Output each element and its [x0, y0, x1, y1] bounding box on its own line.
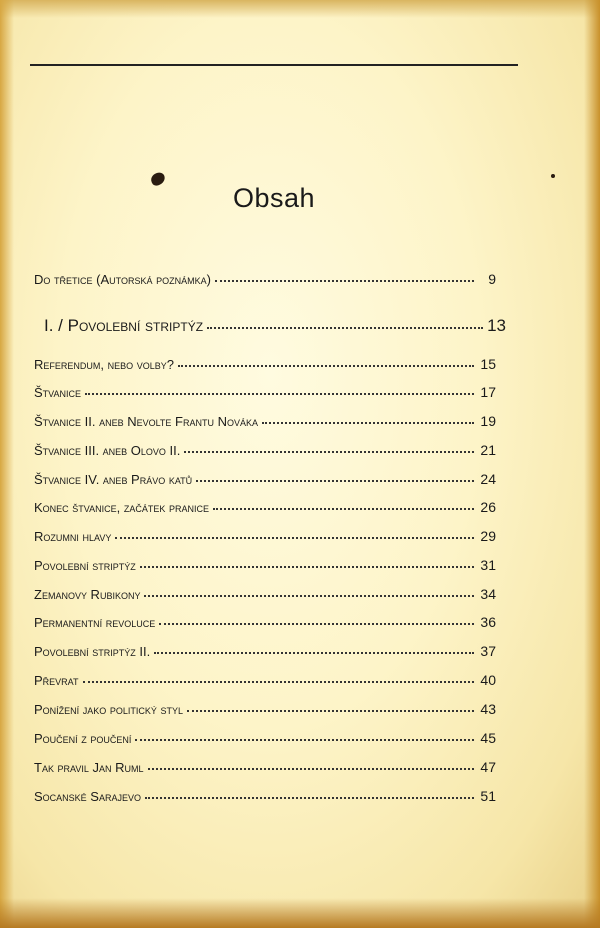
toc-entry-page: 43 — [480, 701, 496, 717]
toc-entry[interactable] — [34, 413, 496, 429]
toc-entry-page: 29 — [480, 528, 496, 544]
toc-entry-label: Povolební striptýz II. — [34, 644, 151, 659]
toc-entry-page: 21 — [480, 442, 496, 458]
dot-leader — [215, 279, 474, 282]
toc-entry-label: Štvanice III. aneb Olovo II. — [34, 443, 181, 458]
toc-entry-page: 26 — [480, 499, 496, 515]
toc-entry-page: 31 — [480, 557, 496, 573]
toc-entry-label: I. / Povolební striptýz — [44, 316, 204, 335]
toc-entry[interactable] — [34, 356, 496, 372]
dot-leader — [135, 738, 474, 741]
dot-leader — [115, 536, 474, 539]
toc-entry-page: 34 — [480, 586, 496, 602]
toc-entry[interactable] — [34, 557, 496, 573]
dot-leader — [144, 594, 474, 597]
toc-entry[interactable] — [34, 730, 496, 746]
toc-entry-page: 45 — [480, 730, 496, 746]
dot-leader — [85, 392, 474, 395]
toc-entry[interactable] — [34, 614, 496, 630]
toc-entry[interactable] — [34, 672, 496, 688]
dot-leader — [159, 622, 474, 625]
dot-leader — [196, 479, 474, 482]
toc-entry-page: 37 — [480, 643, 496, 659]
toc-entry[interactable] — [34, 499, 496, 515]
dot-leader — [187, 709, 474, 712]
toc-entry[interactable] — [34, 528, 496, 544]
toc-entry-label: Tak pravil Jan Ruml — [34, 760, 144, 775]
dot-leader — [145, 796, 474, 799]
dot-leader — [148, 767, 474, 770]
dot-leader — [83, 680, 474, 683]
toc-entry-label: Povolební striptýz — [34, 558, 136, 573]
toc-entry-page: 9 — [488, 271, 496, 287]
toc-entry[interactable] — [34, 788, 496, 804]
toc-entry-page: 17 — [480, 384, 496, 400]
toc-entry-label: Ponížení jako politický styl — [34, 702, 184, 717]
toc-entry-label: Zemanovy Rubikony — [34, 587, 141, 602]
toc-entry-label: Konec štvanice, začátek pranice — [34, 500, 209, 515]
toc-entry[interactable] — [34, 701, 496, 717]
toc-part-heading[interactable] — [44, 316, 506, 336]
toc-entry[interactable] — [34, 471, 496, 487]
toc-entry[interactable] — [34, 271, 496, 287]
toc-entry-label: Štvanice — [34, 385, 82, 400]
toc-entry-page: 36 — [480, 614, 496, 630]
dot-leader — [184, 450, 474, 453]
toc-entry[interactable] — [34, 384, 496, 400]
toc-entry-label: Do třetice (Autorská poznámka) — [34, 272, 211, 287]
toc-entry[interactable] — [34, 759, 496, 775]
toc-entry-page: 47 — [480, 759, 496, 775]
toc-entry-label: Převrat — [34, 673, 79, 688]
toc-entry-page: 24 — [480, 471, 496, 487]
toc-entry[interactable] — [34, 586, 496, 602]
dot-leader — [262, 421, 474, 424]
toc-entry-label: Socanské Sarajevo — [34, 789, 141, 804]
toc-entry-label: Permanentní revoluce — [34, 615, 156, 630]
toc-entry-label: Štvanice IV. aneb Právo katů — [34, 472, 193, 487]
toc-entry-label: Referendum, nebo volby? — [34, 357, 174, 372]
toc-entry[interactable] — [34, 442, 496, 458]
dot-leader — [178, 364, 474, 367]
toc-entry-page: 40 — [480, 672, 496, 688]
toc-entry[interactable] — [34, 643, 496, 659]
dot-leader — [207, 326, 483, 329]
dot-leader — [213, 507, 474, 510]
toc-entry-page: 13 — [487, 316, 506, 335]
toc-entry-page: 19 — [480, 413, 496, 429]
toc-entry-page: 51 — [480, 788, 496, 804]
toc-entry-label: Poučení z poučení — [34, 731, 132, 746]
toc-entry-label: Rozumni hlavy — [34, 529, 112, 544]
toc-entry-label: Štvanice II. aneb Nevolte Frantu Nováka — [34, 414, 258, 429]
dot-leader — [154, 651, 474, 654]
toc-entry-page: 15 — [480, 356, 496, 372]
dot-leader — [140, 565, 474, 568]
page-title: Obsah — [232, 183, 316, 213]
